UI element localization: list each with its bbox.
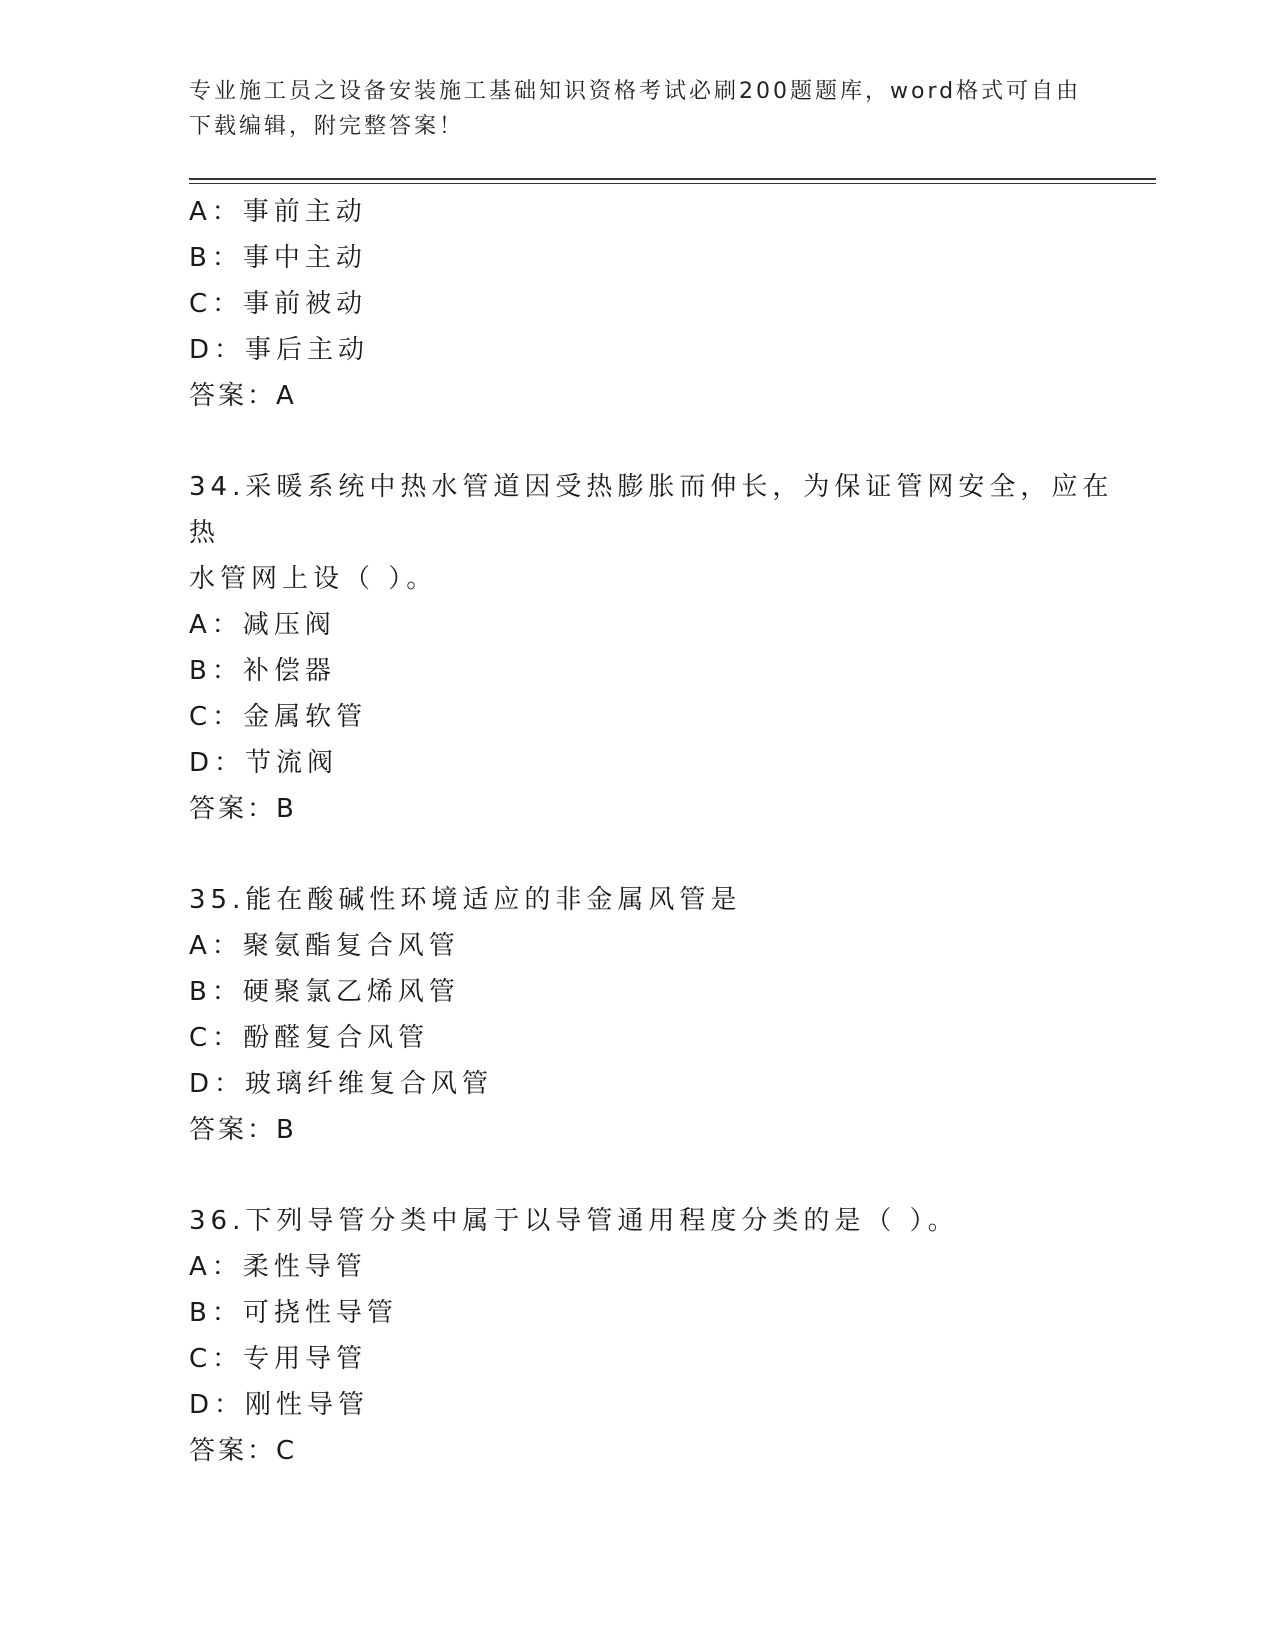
header-divider-thin xyxy=(189,183,1156,184)
question-stem-line-2: 水管网上设（ ）。 xyxy=(189,564,438,594)
option-a: A：柔性导管 xyxy=(189,1252,367,1282)
option-a: A：聚氨酯复合风管 xyxy=(189,931,460,961)
header-divider-thick xyxy=(189,178,1156,180)
answer-line: 答案：A xyxy=(189,381,297,411)
option-c: C：金属软管 xyxy=(189,702,368,732)
question-35 xyxy=(189,877,1129,1153)
option-b: B：事中主动 xyxy=(189,243,367,273)
document-header xyxy=(189,74,1089,144)
header-line-1: 专业施工员之设备安装施工基础知识资格考试必刷200题题库，word格式可自由 xyxy=(189,79,1082,104)
question-stem-line-1: 36.下列导管分类中属于以导管通用程度分类的是（ ）。 xyxy=(189,1206,959,1236)
option-a: A：事前主动 xyxy=(189,197,367,227)
question-list xyxy=(189,189,1129,1474)
option-c: C：酚醛复合风管 xyxy=(189,1023,430,1053)
option-b: B：硬聚氯乙烯风管 xyxy=(189,977,460,1007)
question-stem-line-1: 34.采暖系统中热水管道因受热膨胀而伸长，为保证管网安全，应在热 xyxy=(189,472,1114,548)
question-34 xyxy=(189,464,1129,832)
option-b: B：可挠性导管 xyxy=(189,1298,398,1328)
carryover-question xyxy=(189,189,1129,419)
question-stem-line-1: 35.能在酸碱性环境适应的非金属风管是 xyxy=(189,885,742,915)
option-b: B：补偿器 xyxy=(189,656,336,686)
header-line-2: 下载编辑，附完整答案！ xyxy=(189,114,465,139)
answer-line: 答案：B xyxy=(189,1115,297,1145)
option-c: C：专用导管 xyxy=(189,1344,368,1374)
question-36 xyxy=(189,1198,1129,1474)
option-a: A：减压阀 xyxy=(189,610,336,640)
option-c: C：事前被动 xyxy=(189,289,368,319)
option-d: D：节流阀 xyxy=(189,748,339,778)
option-d: D：事后主动 xyxy=(189,335,370,365)
option-d: D：玻璃纤维复合风管 xyxy=(189,1069,494,1099)
answer-line: 答案：B xyxy=(189,794,297,824)
answer-line: 答案：C xyxy=(189,1436,298,1466)
option-d: D：刚性导管 xyxy=(189,1390,370,1420)
